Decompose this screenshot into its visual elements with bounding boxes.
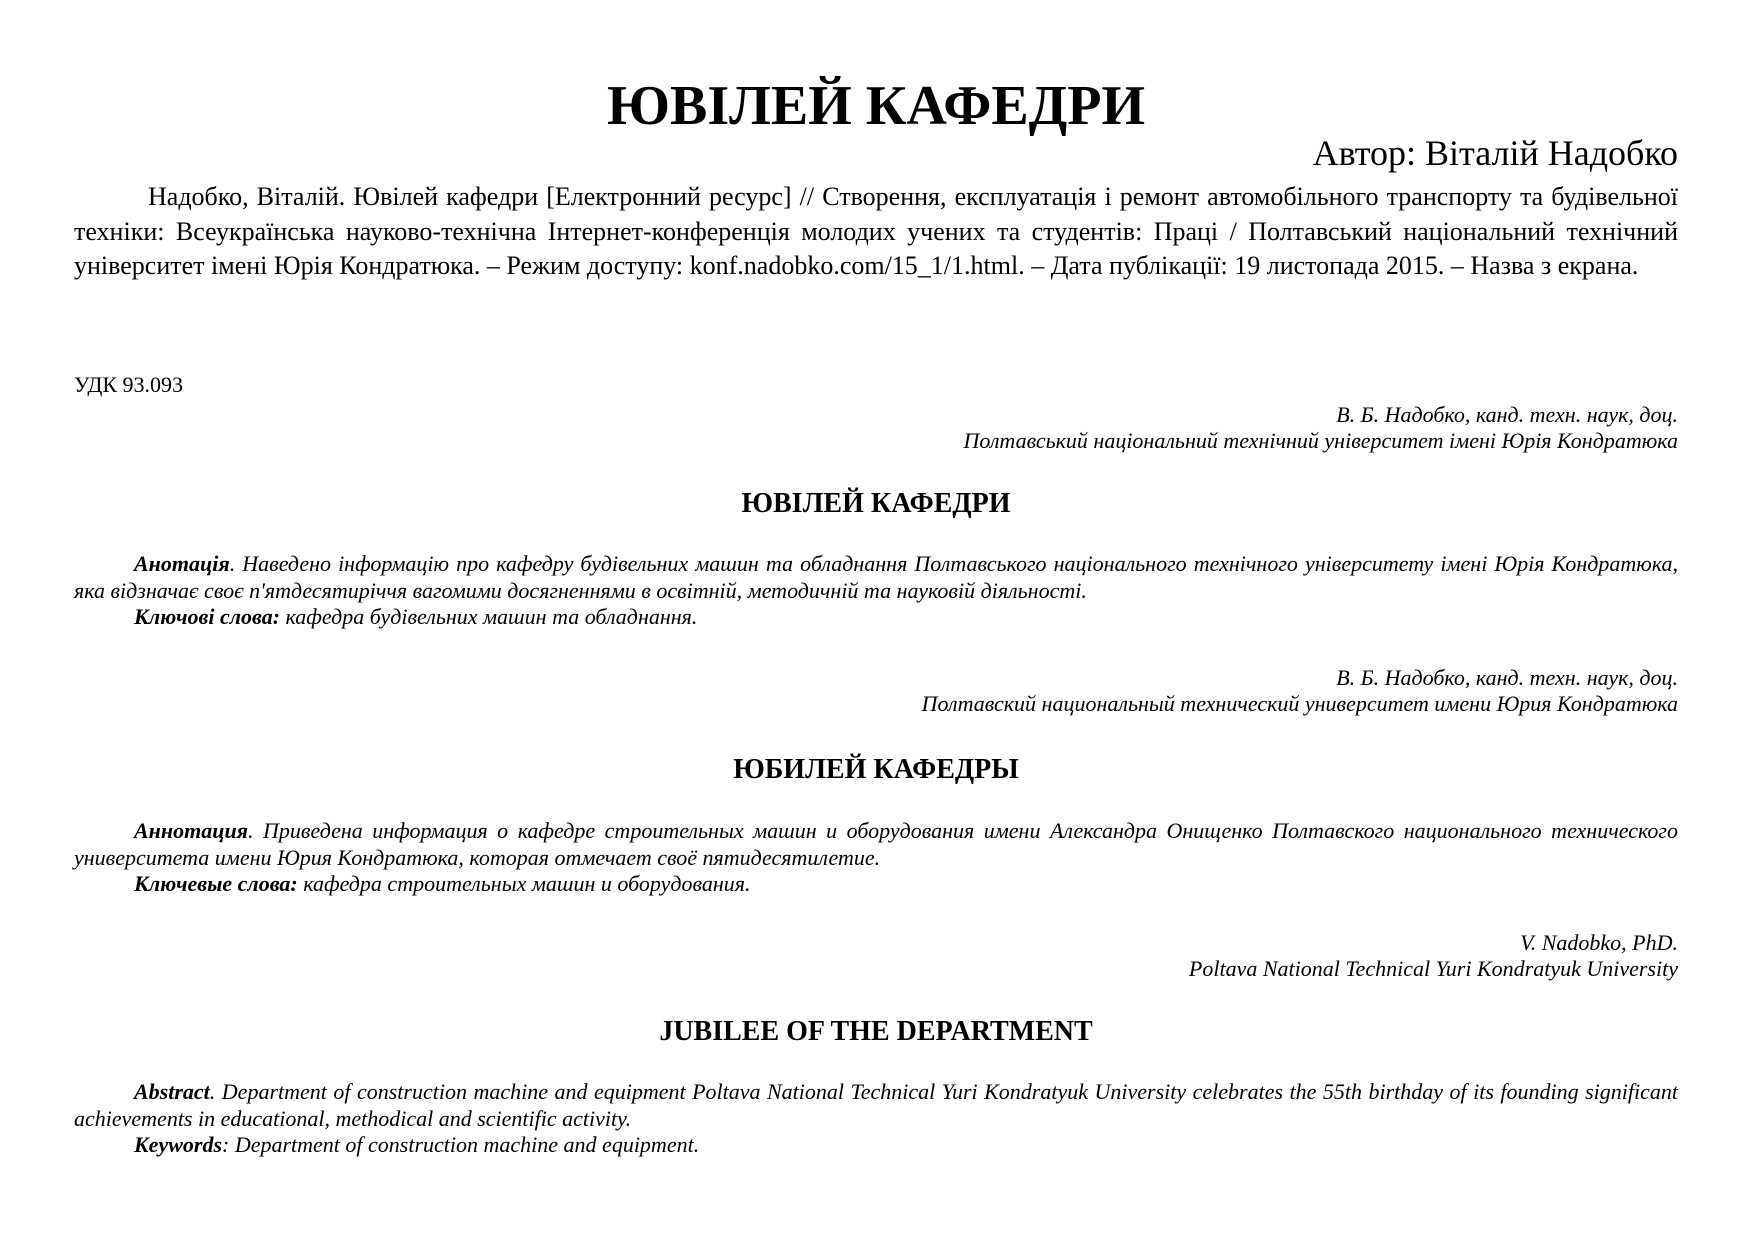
ru-keywords bbox=[74, 871, 1678, 898]
en-section-heading: JUBILEE OF THE DEPARTMENT bbox=[659, 1016, 1093, 1047]
en-abstract-label: Abstract bbox=[134, 1079, 210, 1104]
ru-abstract-label: Аннотация bbox=[134, 818, 249, 843]
en-author: V. Nadobko, PhD. bbox=[1520, 930, 1678, 955]
ua-affiliation-block bbox=[74, 402, 1678, 454]
en-keywords-text: : Department of construction machine and equipment. bbox=[222, 1132, 700, 1157]
ua-abstract-block bbox=[74, 551, 1678, 631]
ua-institution: Полтавський національний технічний університет імені Юрія Кондратюка bbox=[963, 428, 1678, 453]
ua-keywords-label: Ключові слова: bbox=[134, 604, 281, 629]
ua-author: В. Б. Надобко, канд. техн. наук, доц. bbox=[1336, 402, 1678, 427]
ru-author: В. Б. Надобко, канд. техн. наук, доц. bbox=[1336, 665, 1678, 690]
ua-keywords bbox=[74, 604, 1678, 631]
ua-abstract-label: Анотація bbox=[134, 551, 230, 576]
en-abstract bbox=[74, 1079, 1678, 1132]
citation-paragraph: Надобко, Віталій. Ювілей кафедри [Електронний ресурс] // Створення, експлуатація і ремонт автомобільного транспорту та будівельної техніки: Всеукраїнська науково-технічна Інтернет-конференція молодих учених та студентів: Праці / Полтавський національний технічний університет імені Юрія Кондратюка. – Режим доступу: konf.nadobko.com/15_1/1.html. – Дата публікації: 19 листопада 2015. – Назва з екрана. bbox=[74, 182, 1678, 280]
ru-abstract-text: . Приведена информация о кафедре строительных машин и оборудования имени Александра Онищенко Полтавского национального технического университета имени Юрия Кондратюка, которая отмечает своё пятидесятилетие. bbox=[74, 818, 1678, 870]
ru-abstract bbox=[74, 818, 1678, 871]
ua-abstract bbox=[74, 551, 1678, 604]
ru-keywords-text: кафедра строительных машин и оборудования. bbox=[297, 871, 751, 896]
udk-code: УДК 93.093 bbox=[74, 372, 184, 397]
ru-section-heading: ЮБИЛЕЙ КАФЕДРЫ bbox=[733, 754, 1019, 785]
en-institution: Poltava National Technical Yuri Kondratyuk University bbox=[1188, 956, 1678, 981]
author-line: Автор: Віталій Надобко bbox=[1312, 133, 1678, 173]
ru-affiliation-block bbox=[74, 665, 1678, 717]
en-affiliation-block bbox=[74, 930, 1678, 982]
en-abstract-block bbox=[74, 1079, 1678, 1159]
ru-keywords-label: Ключевые слова: bbox=[134, 871, 298, 896]
ua-section-heading: ЮВІЛЕЙ КАФЕДРИ bbox=[741, 488, 1011, 519]
ru-institution: Полтавский национальный технический университет имени Юрия Кондратюка bbox=[921, 691, 1678, 716]
en-abstract-text: . Department of construction machine and equipment Poltava National Technical Yuri Kondratyuk University celebrates the 55th birthday of its founding significant achievements in educational, methodical and scientific activity. bbox=[74, 1079, 1678, 1131]
ua-keywords-text: кафедра будівельних машин та обладнання. bbox=[280, 604, 698, 629]
ru-abstract-block bbox=[74, 818, 1678, 898]
en-keywords bbox=[74, 1132, 1678, 1159]
ua-abstract-text: . Наведено інформацію про кафедру будівельних машин та обладнання Полтавського національного технічного університету імені Юрія Кондратюка, яка відзначає своє п'ятдесятиріччя вагомими досягненнями в освітній, методичній та науковій діяльності. bbox=[74, 551, 1678, 603]
page-title: ЮВІЛЕЙ КАФЕДРИ bbox=[606, 75, 1146, 137]
en-keywords-label: Keywords bbox=[134, 1132, 222, 1157]
